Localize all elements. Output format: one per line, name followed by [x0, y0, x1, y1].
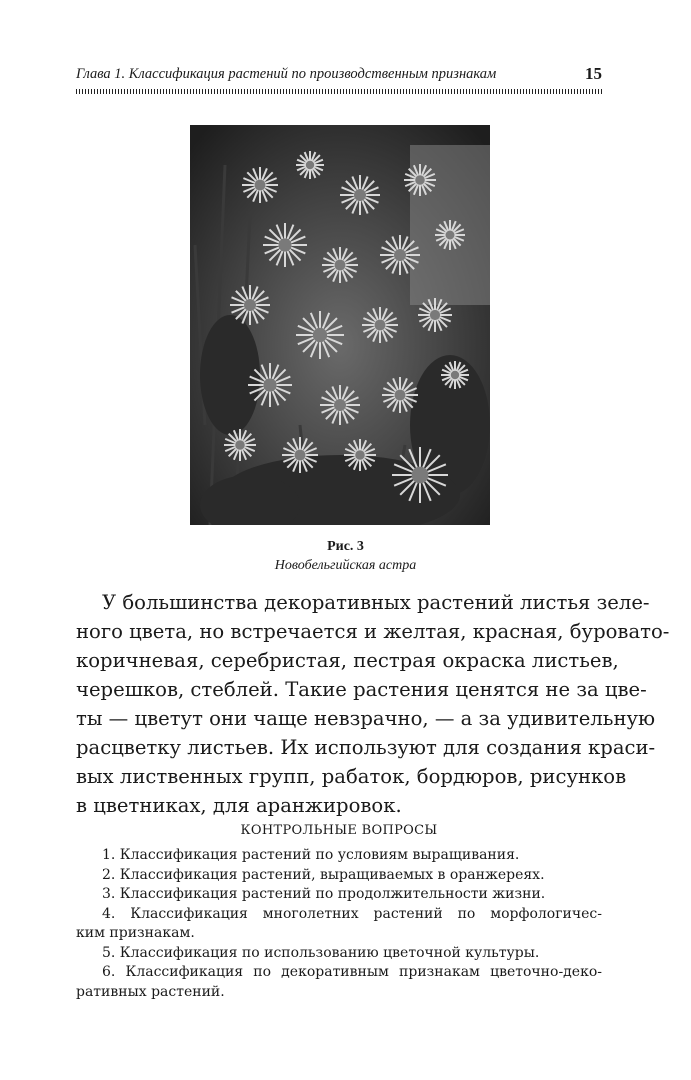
paragraph-line: ты — цветут они чаще невзрачно, — а за удивительную — [76, 707, 656, 730]
page-number: 15 — [585, 64, 602, 83]
paragraph-line: расцветку листьев. Их используют для создания краси- — [76, 736, 656, 759]
question-item: 6. Классификация по декоративным признакам цветочно-деко- — [102, 964, 602, 980]
running-header — [76, 66, 602, 88]
figure-number: Рис. 3 — [327, 539, 364, 554]
questions-heading: КОНТРОЛЬНЫЕ ВОПРОСЫ — [240, 823, 438, 838]
paragraph-line: черешков, стеблей. Такие растения ценятся не за цве- — [76, 678, 647, 701]
paragraph-line: ного цвета, но встречается и желтая, красная, буровато- — [76, 620, 670, 643]
question-item: 5. Классификация по использованию цветочной культуры. — [102, 944, 540, 961]
question-item: 3. Классификация растений по продолжительности жизни. — [102, 886, 546, 902]
paragraph-line: коричневая, серебристая, пестрая окраска листьев, — [76, 649, 619, 672]
figure-caption: Новобельгийская астра — [274, 558, 417, 573]
question-item: 2. Классификация растений, выращиваемых в оранжереях. — [102, 866, 545, 883]
question-item-continuation: ративных растений. — [76, 983, 225, 1000]
question-item: 4. Классификация многолетних растений по морфологичес- — [102, 905, 602, 922]
paragraph-line: в цветниках, для аранжировок. — [76, 794, 402, 817]
paragraph-line: вых лиственных групп, рабаток, бордюров, рисунков — [76, 765, 627, 788]
paragraph-line: У большинства декоративных растений листья зеле- — [102, 591, 650, 614]
main-paragraph — [76, 588, 670, 820]
question-item: 1. Классификация растений по условиям выращивания. — [102, 847, 520, 863]
header-rule — [76, 89, 602, 94]
review-questions — [76, 820, 602, 1002]
question-item-continuation: ким признакам. — [76, 925, 195, 941]
chapter-title: Глава 1. Классификация растений по производственным признакам — [76, 66, 497, 82]
aster-photo — [190, 125, 490, 525]
